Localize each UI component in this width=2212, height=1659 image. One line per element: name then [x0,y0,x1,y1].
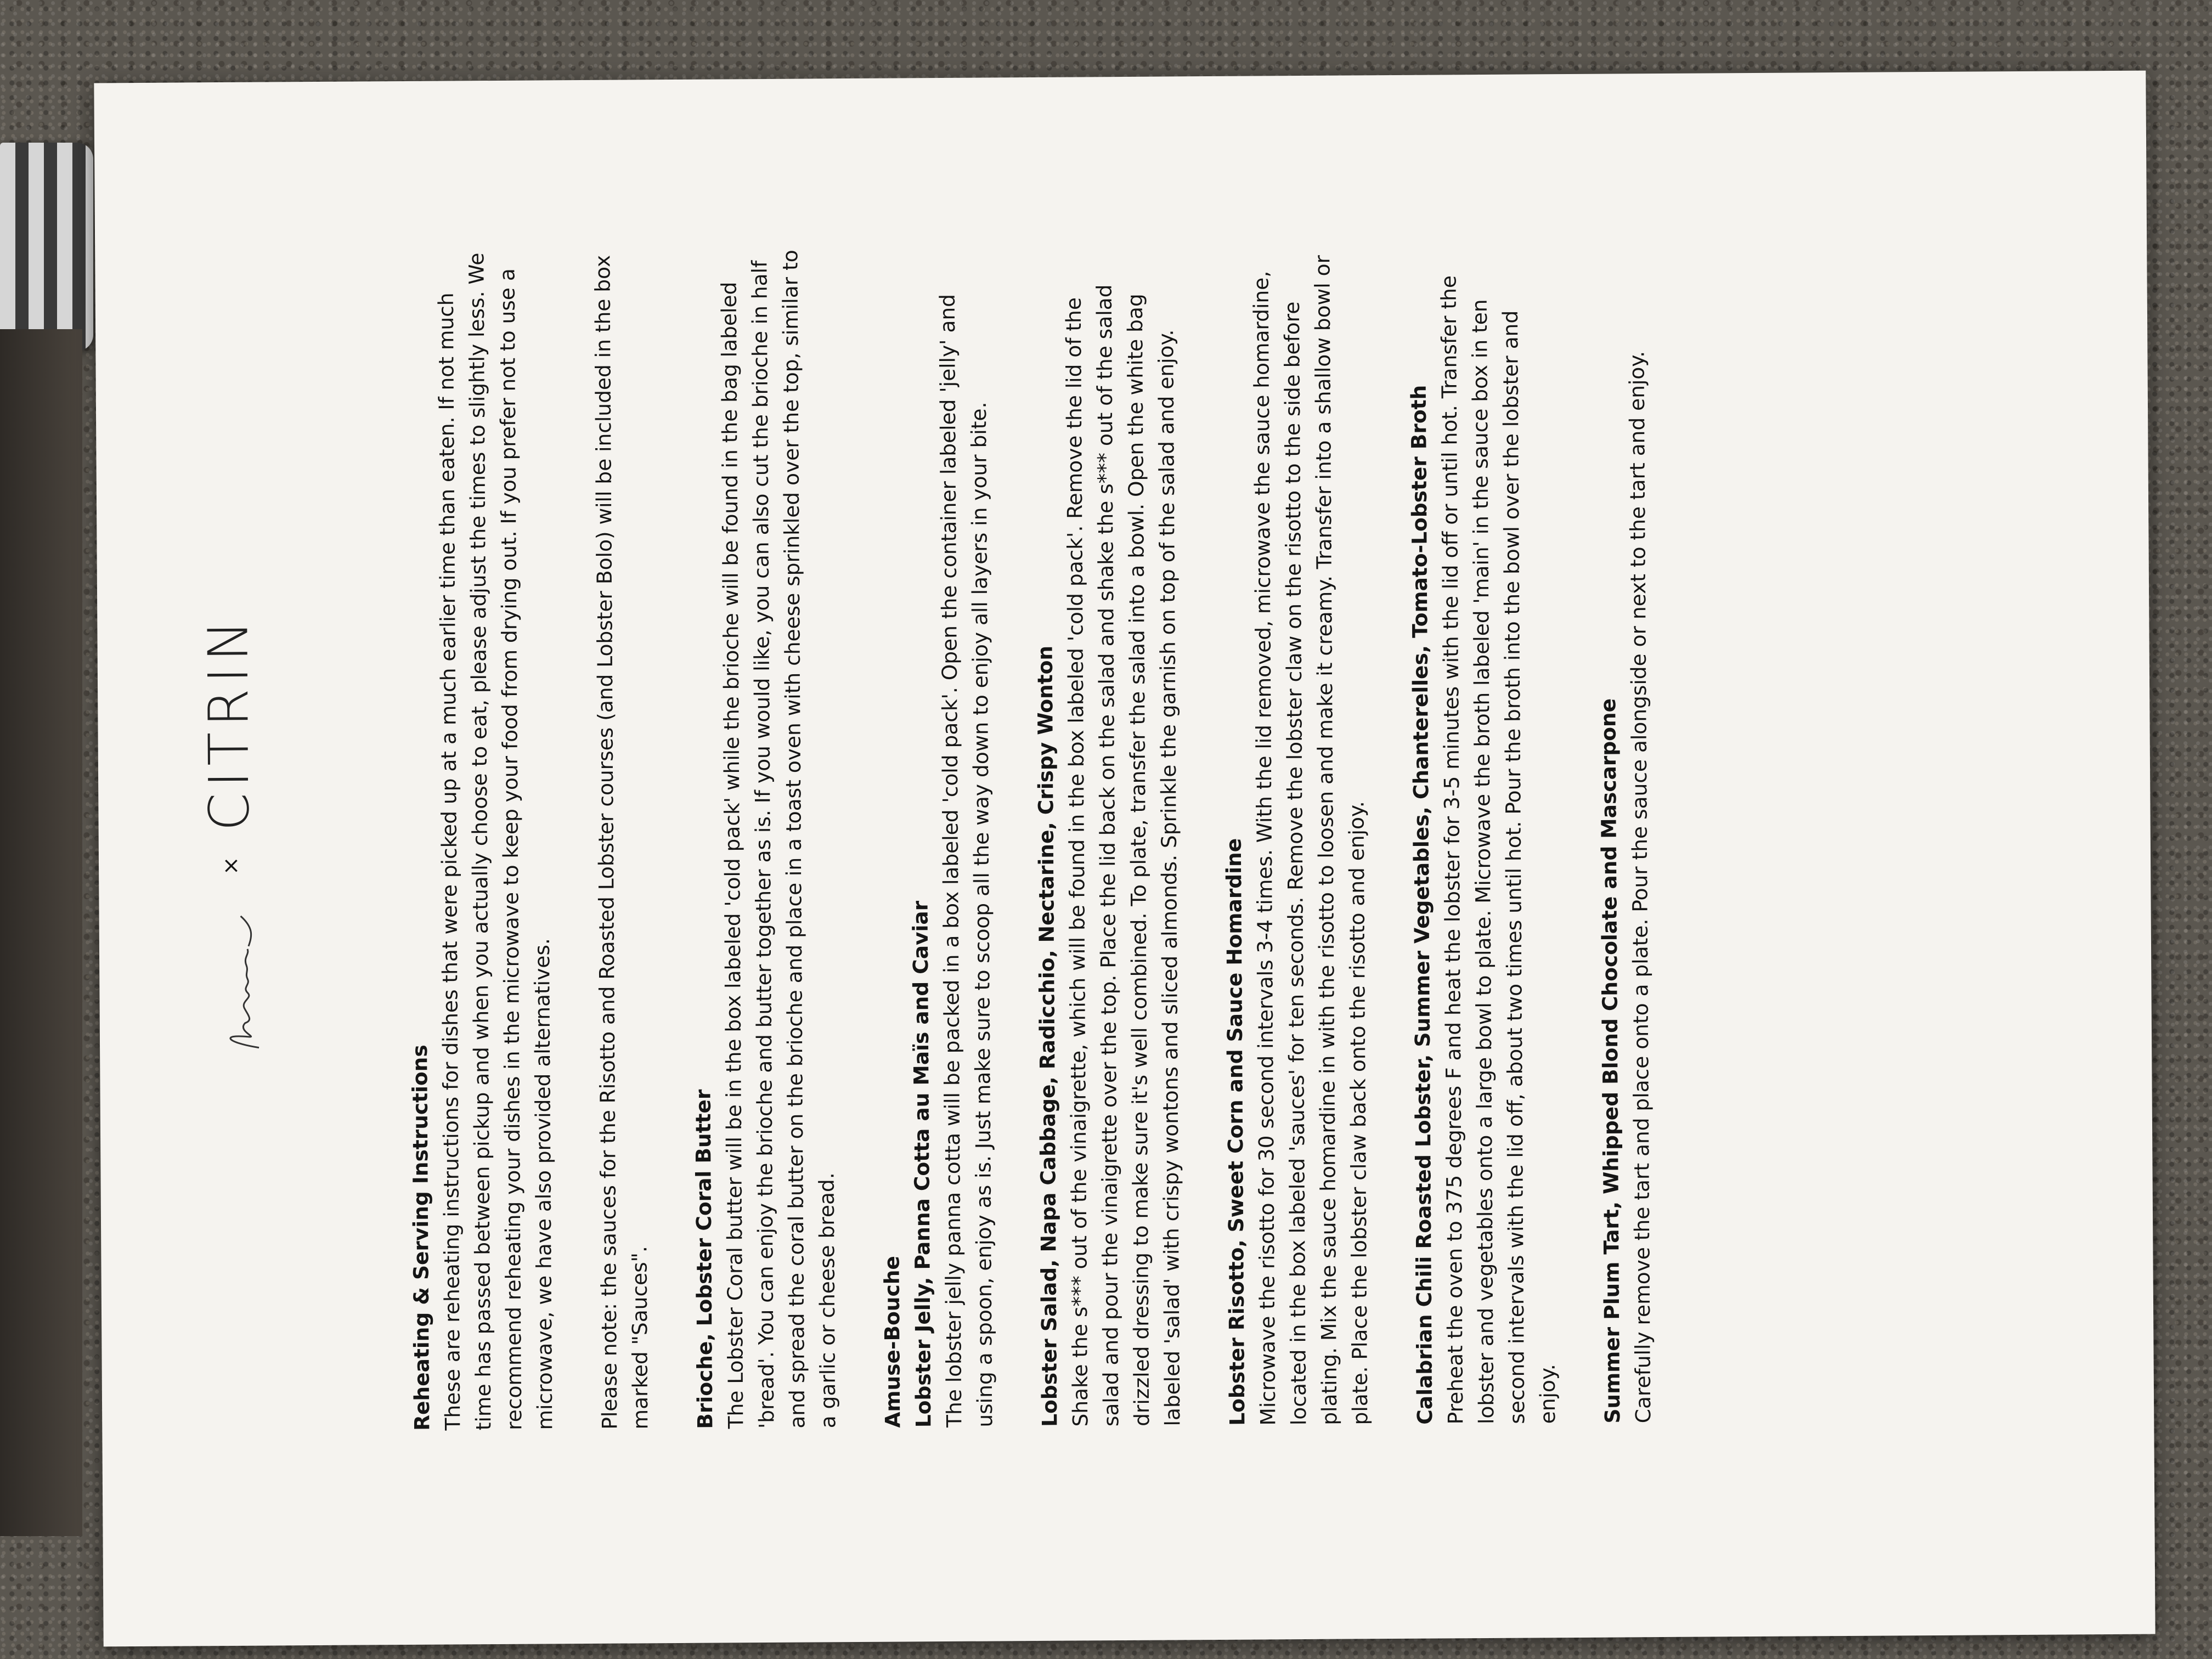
amuse-subtitle: Lobster Jelly, Panna Cotta au Maïs and Caviar [908,900,936,1428]
salad-section [1027,246,1188,1427]
intro-section [399,250,560,1431]
brioche-section [682,249,843,1429]
dark-cloth [0,329,82,1536]
citrin-wordmark: CITRIN [196,614,262,832]
note-section [587,250,656,1430]
intro-title: Reheating & Serving Instructions [408,1045,435,1431]
striped-object [0,143,93,351]
brioche-title: Brioche, Lobster Coral Butter [691,1089,718,1429]
collaboration-cross: × [218,856,244,876]
risotto-section [1215,245,1375,1426]
sheet-content [94,71,2155,1647]
amuse-title: Amuse-Bouche [879,1255,905,1428]
amuse-text: The lobster jelly panna cotta will be packed in a box labeled 'cold pack'. Open the container labeled 'jelly' and using a spoon, enjoy as is. Just make sure to scoop all the way down to enjoy all layers in your bite. [935,294,997,1428]
risotto-text: Microwave the risotto for 30 second intervals 3-4 times. With the lid removed, microwave the sauce homardine, located in the box labeled 'sauces' for ten seconds. Remove the lobster claw on the risotto to the side before plating. Mix the sauce homardine in with the risotto to loosen and make it creamy. Transfer into a shallow bowl or plate. Place the lobster claw back onto the risotto and enjoy. [1249,255,1373,1426]
salad-title: Lobster Salad, Napa Cabbage, Radicchio, Nectarine, Crispy Wonton [1032,645,1062,1427]
amuse-section [870,247,1000,1427]
note-text: Please note: the sauces for the Risotto and Roasted Lobster courses (and Lobster Bolo) will be included in the box marked "Sauces". [590,255,653,1430]
calabrian-section [1402,244,1563,1425]
tart-section [1590,244,1658,1424]
risotto-title: Lobster Risotto, Sweet Corn and Sauce Homardine [1221,838,1250,1426]
letterhead [193,82,284,1646]
hel-ca-logo-icon [215,910,276,1053]
intro-text: These are reheating instructions for dishes that were picked up at a much earlier time than eaten. If not much time has passed between pickup and when you actually choose to eat, please adjust the times to slightly less. We recommend reheating your dishes in the microwave to keep your food from drying out. If you prefer not to use a microwave, we have also provided alternatives. [433,252,557,1431]
instructions-body [399,244,1658,1431]
instruction-sheet [94,71,2155,1647]
calabrian-text: Preheat the oven to 375 degrees F and heat the lobster for 3-5 minutes with the lid off or until hot. Transfer the lobster and vegetables onto a large bowl to plate. Microwave the broth labeled 'main' in the sauce box in ten second intervals with the lid off, about two times until hot. Pour the broth into the bowl over the lobster and enjoy. [1436,275,1560,1425]
tart-title: Summer Plum Tart, Whipped Blond Chocolate and Mascarpone [1596,698,1625,1424]
salad-text: Shake the s*** out of the vinaigrette, which will be found in the box labeled 'cold pack'. Remove the lid of the salad and pour the vinaigrette over the top. Place the lid back on the salad and shake the s*** out of the salad drizzled dressing to make sure it's well combined. To plate, transfer the salad into a bowl. Open the white bag labeled 'salad' with crispy wontons and sliced almonds. Sprinkle the garnish on top of the salad and enjoy. [1061,284,1185,1427]
brioche-text: The Lobster Coral butter will be in the box labeled 'cold pack' while the brioche will be found in the bag labeled 'bread'. You can enjoy the brioche and butter together as is. If you would like, you can also cut the brioche in half and spread the coral butter on the brioche and place in a toast oven with cheese sprinkled over the top, similar to a garlic or cheese bread. [716,250,840,1429]
calabrian-title: Calabrian Chili Roasted Lobster, Summer Vegetables, Chanterelles, Tomato-Lobster Broth [1406,385,1437,1425]
tart-text: Carefully remove the tart and place onto a plate. Pour the sauce alongside or next to the tart and enjoy. [1624,351,1656,1424]
